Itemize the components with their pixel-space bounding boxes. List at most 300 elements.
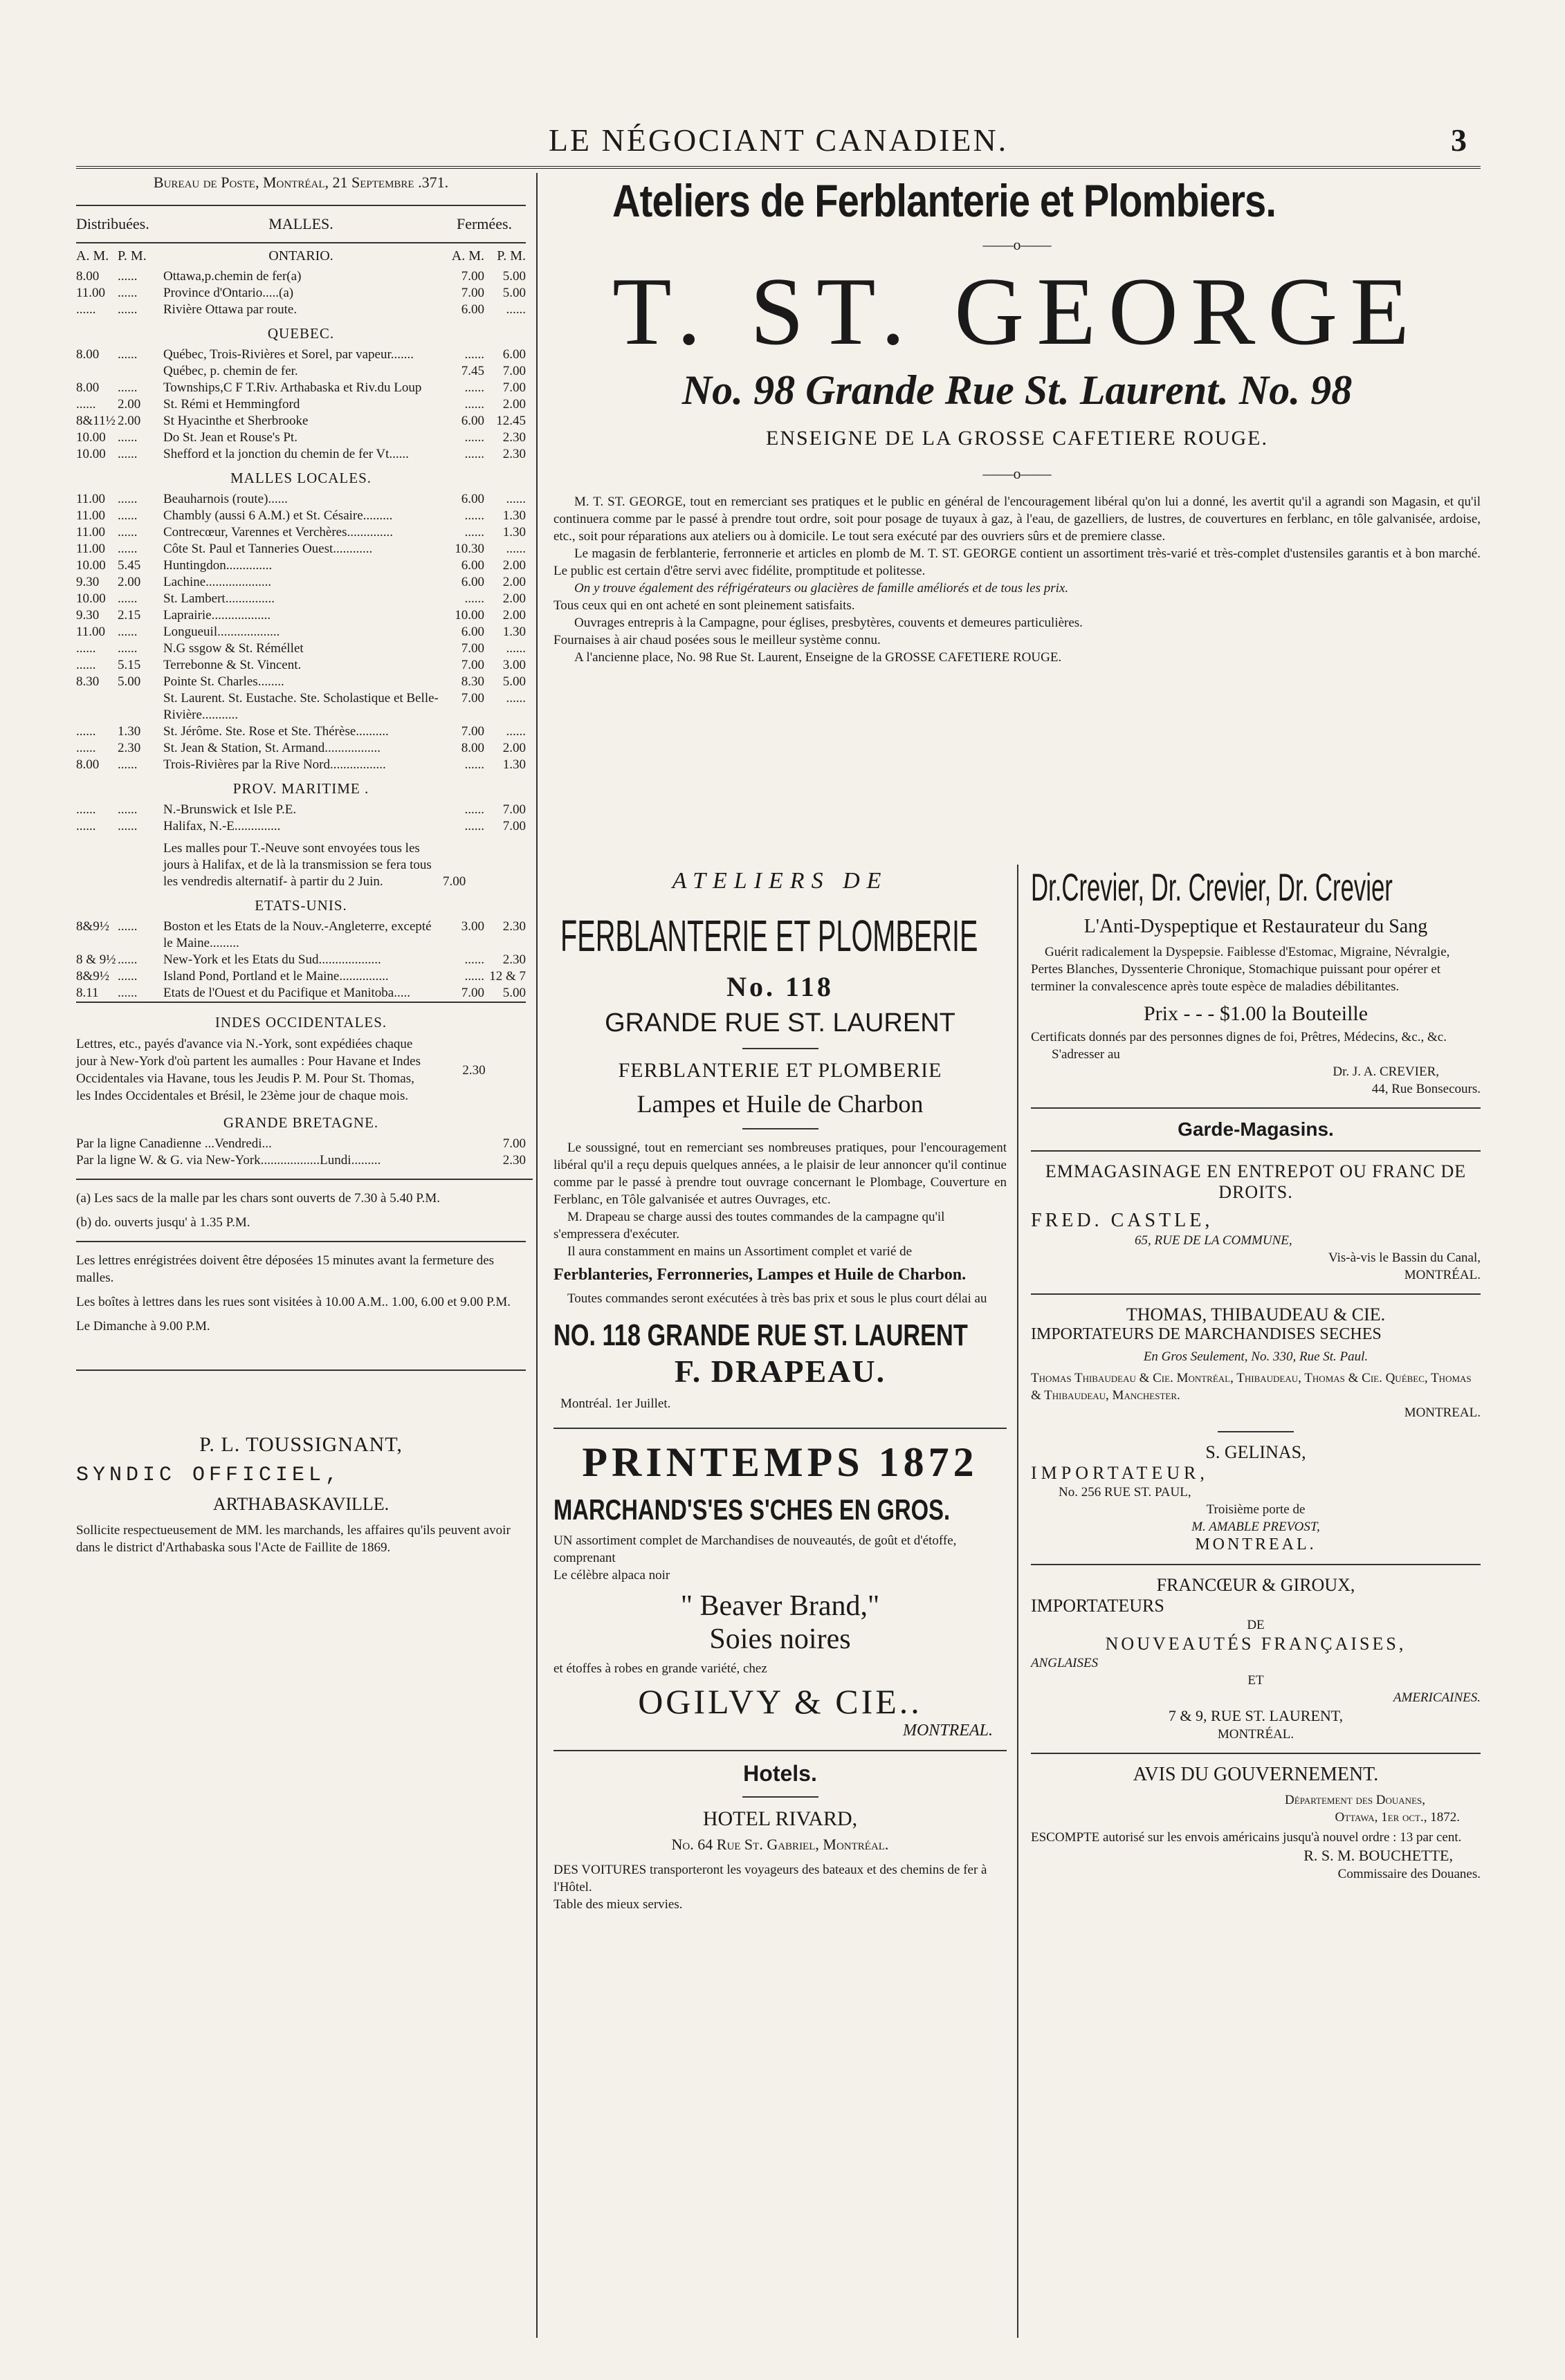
mail-distrib-am: 11.00 bbox=[76, 286, 106, 300]
section-local: MALLES LOCALES. bbox=[230, 470, 372, 486]
mail-distrib-am bbox=[76, 690, 118, 723]
mail-close-am: 6.00 bbox=[461, 575, 484, 589]
mail-close-am: ...... bbox=[464, 757, 484, 772]
divider bbox=[1031, 1753, 1481, 1754]
mail-close-pm: ...... bbox=[506, 492, 526, 506]
mail-distrib-pm: ...... bbox=[118, 757, 138, 772]
mail-route: Do St. Jean et Rouse's Pt. bbox=[163, 430, 298, 445]
masthead bbox=[76, 118, 1481, 169]
drapeau-name: F. DRAPEAU. bbox=[674, 1354, 886, 1389]
mail-row bbox=[76, 363, 526, 380]
mail-distrib-pm: ...... bbox=[118, 380, 138, 395]
mail-distrib-pm: ...... bbox=[118, 302, 138, 317]
st-george-body-6: Fournaises à air chaud posées sous le meilleur système connu. bbox=[553, 633, 881, 647]
gb-rows bbox=[76, 1136, 526, 1169]
mail-distrib-pm bbox=[118, 363, 159, 380]
mail-route: New-York et les Etats du Sud................... bbox=[163, 952, 381, 967]
gb-row bbox=[76, 1136, 526, 1152]
mail-row bbox=[76, 541, 526, 557]
garde-name: FRED. CASTLE, bbox=[1031, 1210, 1214, 1231]
divider bbox=[742, 1796, 818, 1798]
mail-row bbox=[76, 985, 526, 1002]
mail-close-am: 8.00 bbox=[461, 741, 484, 755]
crevier-addr-label: S'adresser au bbox=[1052, 1047, 1120, 1062]
garde-addr: 65, RUE DE LA COMMUNE, bbox=[1135, 1233, 1292, 1248]
mail-close-pm: ...... bbox=[506, 724, 526, 739]
mail-route: Townships,C F T.Riv. Arthabaska et Riv.du Loup bbox=[163, 380, 422, 395]
mail-row bbox=[76, 268, 526, 285]
mail-row bbox=[76, 640, 526, 657]
indes-text: Lettres, etc., payés d'avance via N.-York, sont expédiées chaque jour à New-York d'où partent les aumalles : Pour Havane et Indes Occidentales via Havane, tous les Jeudis P. M. Pour St. Thomas, les Indes Occidentales et Brésil, le 23ème jour de chaque mois. bbox=[76, 1037, 421, 1103]
mail-close-pm: 2.00 bbox=[502, 397, 526, 412]
section-gb: GRANDE BRETAGNE. bbox=[223, 1114, 379, 1131]
mail-row bbox=[76, 591, 526, 607]
divider bbox=[553, 1750, 1007, 1751]
ontario-rows bbox=[76, 268, 526, 318]
mail-close-pm: 2.30 bbox=[502, 447, 526, 461]
mail-close-am: 10.00 bbox=[455, 608, 484, 622]
post-office-column bbox=[76, 173, 526, 1556]
mail-route: Chambly (aussi 6 A.M.) et St. Césaire......... bbox=[163, 508, 393, 523]
mail-route: St. Jérôme. Ste. Rose et Ste. Thérèse.......... bbox=[163, 724, 389, 739]
mail-row bbox=[76, 508, 526, 524]
thibaudeau-addr: En Gros Seulement, No. 330, Rue St. Paul. bbox=[1143, 1349, 1369, 1364]
gelinas-name: S. GELINAS, bbox=[1205, 1442, 1306, 1462]
mail-row bbox=[76, 723, 526, 740]
mail-close-am: 7.00 bbox=[461, 269, 484, 284]
mail-close-pm: ...... bbox=[506, 542, 526, 556]
divider bbox=[742, 1128, 818, 1129]
header-distrib: Distribuées. bbox=[76, 215, 149, 232]
mail-distrib-pm: ...... bbox=[118, 286, 138, 300]
st-george-sign: ENSEIGNE DE LA GROSSE CAFETIERE ROUGE. bbox=[766, 427, 1268, 450]
mail-close-am: ...... bbox=[464, 447, 484, 461]
drapeau-no: No. 118 bbox=[726, 971, 834, 1002]
drapeau-lampes: Lampes et Huile de Charbon bbox=[637, 1090, 924, 1118]
mail-distrib-am: 9.30 bbox=[76, 608, 100, 622]
divider bbox=[76, 1179, 533, 1180]
mail-close-pm: 5.00 bbox=[502, 674, 526, 689]
mail-close-am: ...... bbox=[464, 380, 484, 395]
mail-close-pm: 2.00 bbox=[502, 558, 526, 573]
mail-close-pm: ...... bbox=[506, 641, 526, 656]
mail-distrib-pm: ...... bbox=[118, 969, 138, 984]
mail-row bbox=[76, 574, 526, 591]
mail-distrib-am: ...... bbox=[76, 741, 96, 755]
mail-close-pm: 2.30 bbox=[502, 952, 526, 967]
mail-distrib-am: 8.00 bbox=[76, 347, 100, 362]
indes-block bbox=[76, 1035, 526, 1105]
mail-distrib-pm: ...... bbox=[118, 269, 138, 284]
mail-close-pm: 5.00 bbox=[502, 286, 526, 300]
mail-close-pm: 2.00 bbox=[502, 608, 526, 622]
avis-dept: Département des Douanes, bbox=[1285, 1793, 1425, 1807]
mail-close-am: ...... bbox=[464, 430, 484, 445]
mail-route: St. Jean & Station, St. Armand................. bbox=[163, 741, 381, 755]
separator: ——o—— bbox=[982, 236, 1052, 253]
drapeau-body-4: Toutes commandes seront exécutées à très bas prix et sous le plus court délai au bbox=[567, 1291, 987, 1306]
garde-addr2: Vis-à-vis le Bassin du Canal, bbox=[1328, 1251, 1481, 1265]
drapeau-title: FERBLANTERIE ET PLOMBERIE bbox=[560, 911, 978, 961]
mail-row bbox=[76, 674, 526, 690]
mail-close-pm: 2.00 bbox=[502, 741, 526, 755]
drapeau-body-1: Le soussigné, tout en remerciant ses nombreuses pratiques, pour l'encouragement libéral qu'il a reçu depuis quelques années, a le plaisir de leur annoncer qu'il continue comme par le passé à prendre tout ouvrage concernant le Plombage, Couverture en Ferblanc, en Tôle galvanisée et autres Ouvrages, etc. bbox=[553, 1141, 1007, 1207]
mail-distrib-pm: ...... bbox=[118, 492, 138, 506]
mail-close-pm: 7.00 bbox=[502, 802, 526, 817]
mail-distrib-am: 8.00 bbox=[76, 269, 100, 284]
francoeur-city: MONTRÉAL. bbox=[1217, 1727, 1294, 1742]
mail-route: Pointe St. Charles........ bbox=[163, 674, 284, 689]
mail-close-am: ...... bbox=[464, 969, 484, 984]
maritime-rows bbox=[76, 802, 526, 835]
mail-row bbox=[76, 818, 526, 835]
crevier-street: 44, Rue Bonsecours. bbox=[1371, 1082, 1481, 1096]
mail-row bbox=[76, 557, 526, 574]
mail-distrib-pm: ...... bbox=[118, 525, 138, 539]
mail-close-pm: 5.00 bbox=[502, 269, 526, 284]
mail-distrib-pm: 2.00 bbox=[118, 575, 141, 589]
printemps-title: PRINTEMPS 1872 bbox=[582, 1439, 978, 1485]
thibaudeau-name: THOMAS, THIBAUDEAU & CIE. bbox=[1126, 1304, 1386, 1325]
mail-close-pm: 1.30 bbox=[502, 508, 526, 523]
post-para-3: Le Dimanche à 9.00 P.M. bbox=[76, 1319, 210, 1334]
mail-row bbox=[76, 413, 526, 430]
castle-ad bbox=[1031, 1161, 1481, 1284]
maritime-note-time: 7.00 bbox=[443, 874, 466, 889]
mail-close-am: 7.00 bbox=[461, 691, 484, 705]
mail-distrib-am: 8&9½ bbox=[76, 919, 110, 934]
mail-distrib-pm: ...... bbox=[118, 919, 138, 934]
mail-distrib-pm: ...... bbox=[118, 447, 138, 461]
post-para-2: Les boîtes à lettres dans les rues sont visitées à 10.00 A.M.. 1.00, 6.00 et 9.00 P.M. bbox=[76, 1295, 511, 1309]
avis-ad bbox=[1031, 1764, 1481, 1883]
mail-distrib-pm: ...... bbox=[118, 641, 138, 656]
mail-row bbox=[76, 968, 526, 985]
mail-close-am: 10.30 bbox=[455, 542, 484, 556]
mail-close-pm: 2.00 bbox=[502, 575, 526, 589]
mail-route: Québec, p. chemin de fer. bbox=[163, 364, 298, 378]
francoeur-role: IMPORTATEURS bbox=[1031, 1596, 1164, 1616]
toussignant-name: P. L. TOUSSIGNANT, bbox=[199, 1433, 403, 1456]
avis-sig: R. S. M. BOUCHETTE, bbox=[1303, 1847, 1453, 1864]
drapeau-body-3: Il aura constamment en mains un Assortiment complet et varié de bbox=[567, 1244, 913, 1259]
page-number: 3 bbox=[1451, 122, 1467, 158]
avis-role: Commissaire des Douanes. bbox=[1337, 1867, 1481, 1881]
mail-route: Halifax, N.-E.............. bbox=[163, 819, 281, 833]
mail-close-am: 6.00 bbox=[461, 558, 484, 573]
mail-distrib-am: ...... bbox=[76, 802, 96, 817]
mail-route: Shefford et la jonction du chemin de fer Vt...... bbox=[163, 447, 409, 461]
mail-distrib-pm: ...... bbox=[118, 508, 138, 523]
header-mails: MALLES. bbox=[268, 215, 333, 232]
hotels-title: Hotels. bbox=[743, 1761, 817, 1786]
hotels-tail: Table des mieux servies. bbox=[553, 1897, 683, 1912]
mail-close-pm: 7.00 bbox=[502, 380, 526, 395]
st-george-body-5: Ouvrages entrepris à la Campagne, pour églises, presbytères, couvents et demeures particulières. bbox=[574, 616, 1083, 630]
toussignant-text: Sollicite respectueusement de MM. les marchands, les affaires qu'ils peuvent avoir dans le district d'Arthabaska sous l'Acte de Faillite de 1869. bbox=[76, 1523, 511, 1555]
column-rule-1 bbox=[536, 173, 538, 2338]
post-para-1: Les lettres enrégistrées doivent être déposées 15 minutes avant la fermeture des malles. bbox=[76, 1253, 495, 1285]
avis-text: ESCOMPTE autorisé sur les envois américains jusqu'à nouvel ordre : 13 par cent. bbox=[1031, 1830, 1462, 1845]
st-george-body-2: Le magasin de ferblanterie, ferronnerie et articles en plomb de M. T. ST. GEORGE contient un assortiment très-varié et très-complet d'ustensiles garantis et à bon marché. Le public est certain d'être servi avec fidélite, promptitude et politesse. bbox=[553, 546, 1481, 578]
mail-distrib-pm: ...... bbox=[118, 430, 138, 445]
mail-route: Terrebonne & St. Vincent. bbox=[163, 658, 302, 672]
hotels-ad bbox=[553, 1761, 1007, 1913]
gb-time: 7.00 bbox=[502, 1136, 526, 1151]
mail-route: St. Rémi et Hemmingford bbox=[163, 397, 300, 412]
mail-table bbox=[76, 205, 526, 1003]
mail-close-am: ...... bbox=[464, 525, 484, 539]
mail-close-am: 7.00 bbox=[461, 658, 484, 672]
gelinas-addr: No. 256 RUE ST. PAUL, bbox=[1059, 1485, 1191, 1500]
post-office-line: Bureau de Poste, Montréal, 21 Septembre .371. bbox=[153, 174, 449, 191]
gelinas-city: MONTREAL. bbox=[1195, 1535, 1317, 1553]
mail-distrib-pm bbox=[118, 690, 159, 723]
printemps-line2: Le célèbre alpaca noir bbox=[553, 1568, 670, 1583]
note-b: (b) do. ouverts jusqu' à 1.35 P.M. bbox=[76, 1215, 250, 1230]
st-george-headline: Ateliers de Ferblanterie et Plombiers. bbox=[612, 175, 1276, 226]
printemps-body: UN assortiment complet de Marchandises de nouveautés, de goût et d'étoffe, comprenant bbox=[553, 1533, 957, 1565]
crevier-head: Dr.Crevier, Dr. Crevier, Dr. Crevier bbox=[1031, 865, 1393, 909]
maritime-note: Les malles pour T.-Neuve sont envoyées tous les jours à Halifax, et de là la transmission se fera tous les vendredis alternatif- à partir du 2 Juin. bbox=[163, 841, 432, 889]
toussignant-ad bbox=[76, 1433, 526, 1556]
mail-close-am: 6.00 bbox=[461, 302, 484, 317]
mail-route: Huntingdon.............. bbox=[163, 558, 273, 573]
mail-distrib-am bbox=[76, 363, 118, 380]
sub-pm: P. M. bbox=[118, 248, 147, 264]
mail-distrib-pm: ...... bbox=[118, 986, 138, 1000]
mail-route: Côte St. Paul et Tanneries Ouest............ bbox=[163, 542, 373, 556]
mail-distrib-pm: 2.00 bbox=[118, 397, 141, 412]
mail-distrib-am: 8&9½ bbox=[76, 969, 110, 984]
mail-close-pm: 3.00 bbox=[502, 658, 526, 672]
mail-close-pm: 2.00 bbox=[502, 591, 526, 606]
mail-row bbox=[76, 430, 526, 446]
mail-close-am: 3.00 bbox=[461, 919, 484, 934]
mail-close-pm: 2.30 bbox=[502, 919, 526, 934]
divider bbox=[76, 1369, 526, 1371]
mail-row bbox=[76, 380, 526, 396]
mail-close-am: ...... bbox=[464, 819, 484, 833]
mail-route: Laprairie.................. bbox=[163, 608, 271, 622]
mail-distrib-am: 8 & 9½ bbox=[76, 952, 116, 967]
mail-distrib-am: 11.00 bbox=[76, 542, 106, 556]
mail-distrib-am: 9.30 bbox=[76, 575, 100, 589]
mail-close-am: 7.45 bbox=[461, 364, 484, 378]
mail-close-pm: ...... bbox=[506, 302, 526, 317]
mail-close-pm: 7.00 bbox=[502, 364, 526, 378]
drapeau-body-2: M. Drapeau se charge aussi des toutes commandes de la campagne qu'il s'empressera d'exécuter. bbox=[553, 1210, 945, 1242]
mail-row bbox=[76, 657, 526, 674]
separator: ——o—— bbox=[982, 465, 1052, 482]
crevier-price: Prix - - - $1.00 la Bouteille bbox=[1143, 1002, 1369, 1025]
divider bbox=[1031, 1107, 1481, 1109]
mail-route: St. Laurent. St. Eustache. Ste. Scholastique et Belle-Rivière........... bbox=[163, 691, 439, 722]
mail-close-pm: 2.30 bbox=[502, 430, 526, 445]
mail-distrib-am: ...... bbox=[76, 302, 96, 317]
mail-row bbox=[76, 740, 526, 757]
divider bbox=[1031, 1564, 1481, 1565]
mail-route: Boston et les Etats de la Nouv.-Angleterre, excepté le Maine......... bbox=[163, 919, 432, 950]
drapeau-ateliers: ATELIERS DE bbox=[672, 868, 888, 894]
section-indes: INDES OCCIDENTALES. bbox=[214, 1014, 387, 1031]
hotels-name: HOTEL RIVARD, bbox=[702, 1807, 858, 1830]
mail-close-am: 6.00 bbox=[461, 492, 484, 506]
divider bbox=[1031, 1150, 1481, 1152]
local-rows bbox=[76, 491, 526, 773]
crevier-body: Guérit radicalement la Dyspepsie. Faiblesse d'Estomac, Migraine, Névralgie, Pertes Blanches, Dyssenterie Chronique, Stomachique puissant pour opérer et terminer la convalescence après toute espèce de maladies débilitantes. bbox=[1031, 945, 1450, 994]
mail-distrib-pm: 2.15 bbox=[118, 608, 141, 622]
gelinas-door: Troisième porte de bbox=[1206, 1502, 1306, 1517]
mail-distrib-am: 8&11½ bbox=[76, 414, 116, 428]
mail-table-header bbox=[76, 206, 526, 243]
francoeur-ad bbox=[1031, 1575, 1481, 1743]
mail-route: Rivière Ottawa par route. bbox=[163, 302, 298, 317]
section-maritime: PROV. MARITIME . bbox=[232, 780, 369, 797]
sub-am: A. M. bbox=[76, 248, 109, 264]
mail-distrib-pm: ...... bbox=[118, 952, 138, 967]
gelinas-role: IMPORTATEUR, bbox=[1031, 1463, 1209, 1483]
mail-close-am: 6.00 bbox=[461, 625, 484, 639]
mail-close-am: ...... bbox=[464, 591, 484, 606]
mail-route: Longueuil................... bbox=[163, 625, 280, 639]
middle-column bbox=[553, 868, 1007, 1913]
mail-distrib-pm: ...... bbox=[118, 819, 138, 833]
mail-distrib-am: 8.30 bbox=[76, 674, 100, 689]
mail-close-am: 6.00 bbox=[461, 414, 484, 428]
mail-close-pm: 7.00 bbox=[502, 819, 526, 833]
mail-row bbox=[76, 919, 526, 952]
mail-route: N.-Brunswick et Isle P.E. bbox=[163, 802, 297, 817]
mail-close-pm: 6.00 bbox=[502, 347, 526, 362]
divider bbox=[1218, 1431, 1294, 1432]
st-george-body-3: On y trouve également des réfrigérateurs ou glacières de famille améliorés et de tous les prix. bbox=[574, 581, 1069, 596]
francoeur-name: FRANCŒUR & GIROUX, bbox=[1156, 1575, 1355, 1595]
mail-row bbox=[76, 302, 526, 318]
mail-route: Island Pond, Portland et le Maine............... bbox=[163, 969, 389, 984]
crevier-sub: L'Anti-Dyspeptique et Restaurateur du Sang bbox=[1083, 916, 1428, 937]
st-george-body-1: M. T. ST. GEORGE, tout en remerciant ses pratiques et le public en général de l'encouragement libéral qu'on lui a donné, les avertit qu'il a agrandi son Magasin, et qu'il continuera comme par le passé à prendre tout ordre, soit pour posage de tuyaux à gaz, à l'eau, de gazelliers, de lustres, de couvertures en ferblanc, en tôle galvanisée, ardoise, etc., soit pour réparations aux ateliers ou à domicile. Le tout sera exécuté par des ouvriers sûrs et de premiere classe. bbox=[553, 495, 1481, 544]
sub-am-2: A. M. bbox=[451, 248, 484, 264]
mail-distrib-am: 10.00 bbox=[76, 558, 106, 573]
mail-close-am: ...... bbox=[464, 347, 484, 362]
mail-route: Lachine.................... bbox=[163, 575, 272, 589]
mail-close-am: 8.30 bbox=[461, 674, 484, 689]
gb-row bbox=[76, 1152, 526, 1169]
drapeau-bold-line: Ferblanteries, Ferronneries, Lampes et Huile de Charbon. bbox=[553, 1266, 967, 1284]
mail-close-pm: 1.30 bbox=[502, 525, 526, 539]
mail-close-pm: 1.30 bbox=[502, 625, 526, 639]
hotels-text: DES VOITURES transporteront les voyageurs des bateaux et des chemins de fer à l'Hôtel. bbox=[553, 1863, 987, 1894]
section-usa: ETATS-UNIS. bbox=[255, 897, 347, 914]
drapeau-street: GRANDE RUE ST. LAURENT bbox=[605, 1008, 955, 1037]
printemps-name: OGILVY & CIE.. bbox=[638, 1682, 922, 1721]
mail-row bbox=[76, 757, 526, 773]
mail-close-pm: 1.30 bbox=[502, 757, 526, 772]
mail-distrib-am: 11.00 bbox=[76, 492, 106, 506]
column-rule-2 bbox=[1017, 865, 1018, 2338]
indes-time: 2.30 bbox=[462, 1062, 486, 1078]
drapeau-date: Montréal. 1er Juillet. bbox=[560, 1396, 671, 1411]
section-ontario: ONTARIO. bbox=[268, 248, 333, 264]
mail-close-am: 7.00 bbox=[461, 986, 484, 1000]
st-george-name: T. ST. GEORGE bbox=[612, 258, 1422, 365]
garde-title: Garde-Magasins. bbox=[1178, 1118, 1334, 1140]
mail-close-pm: ...... bbox=[506, 691, 526, 705]
mail-close-am: ...... bbox=[464, 508, 484, 523]
mail-distrib-pm: ...... bbox=[118, 591, 138, 606]
mail-distrib-pm: ...... bbox=[118, 625, 138, 639]
mail-distrib-am: 11.00 bbox=[76, 525, 106, 539]
mail-distrib-am: ...... bbox=[76, 658, 96, 672]
thibaudeau-city: MONTREAL. bbox=[1404, 1405, 1481, 1420]
thibaudeau-firms: Thomas Thibaudeau & Cie. Montréal, Thibaudeau, Thomas & Cie. Québec, Thomas & Thibaudeau, Manchester. bbox=[1031, 1371, 1472, 1403]
note-a: (a) Les sacs de la malle par les chars sont ouverts de 7.30 à 5.40 P.M. bbox=[76, 1191, 441, 1206]
mail-close-am: 7.00 bbox=[461, 286, 484, 300]
francoeur-am: AMERICAINES. bbox=[1393, 1690, 1481, 1705]
francoeur-ang: ANGLAISES bbox=[1031, 1656, 1099, 1670]
quebec-rows bbox=[76, 347, 526, 463]
thibaudeau-ad bbox=[1031, 1304, 1481, 1421]
drapeau-addr: NO. 118 GRANDE RUE ST. LAURENT bbox=[553, 1318, 968, 1352]
gb-time: 2.30 bbox=[502, 1153, 526, 1168]
mail-distrib-am: 8.00 bbox=[76, 757, 100, 772]
mail-distrib-am: 8.00 bbox=[76, 380, 100, 395]
mail-close-pm: 12.45 bbox=[496, 414, 526, 428]
st-george-body-7: A l'ancienne place, No. 98 Rue St. Laurent, Enseigne de la GROSSE CAFETIERE ROUGE. bbox=[574, 650, 1062, 665]
usa-rows bbox=[76, 919, 526, 1002]
maritime-note-row bbox=[76, 840, 526, 890]
mail-close-am: ...... bbox=[464, 802, 484, 817]
mail-distrib-pm: 1.30 bbox=[118, 724, 141, 739]
st-george-body-4: Tous ceux qui en ont acheté en sont pleinement satisfaits. bbox=[553, 598, 855, 613]
st-george-ad bbox=[553, 173, 1481, 666]
francoeur-et: ET bbox=[1247, 1673, 1264, 1688]
printemps-ad bbox=[553, 1439, 1007, 1740]
drapeau-ad bbox=[553, 868, 1007, 1412]
mail-row bbox=[76, 446, 526, 463]
mail-row bbox=[76, 524, 526, 541]
mail-distrib-pm: 2.00 bbox=[118, 414, 141, 428]
mail-distrib-pm: 5.15 bbox=[118, 658, 141, 672]
mail-close-am: ...... bbox=[464, 952, 484, 967]
right-column bbox=[1031, 865, 1481, 1883]
printemps-sub: MARCHAND'S'ES S'CHES EN GROS. bbox=[553, 1493, 951, 1526]
crevier-ad bbox=[1031, 865, 1481, 1098]
divider bbox=[742, 1048, 818, 1049]
printemps-soies: Soies noires bbox=[709, 1623, 851, 1655]
mail-distrib-am: ...... bbox=[76, 397, 96, 412]
mail-row bbox=[76, 347, 526, 363]
mail-route: Contrecœur, Varennes et Verchères.............. bbox=[163, 525, 393, 539]
mail-row bbox=[76, 607, 526, 624]
mail-row bbox=[76, 624, 526, 640]
mail-row bbox=[76, 396, 526, 413]
mail-distrib-am: 10.00 bbox=[76, 591, 106, 606]
avis-date: Ottawa, 1er oct., 1872. bbox=[1335, 1810, 1460, 1825]
gelinas-ref: M. AMABLE PREVOST, bbox=[1191, 1520, 1320, 1534]
mail-distrib-am: ...... bbox=[76, 641, 96, 656]
crevier-doc: Dr. J. A. CREVIER, bbox=[1333, 1064, 1439, 1079]
mail-distrib-am: 10.00 bbox=[76, 447, 106, 461]
mail-row bbox=[76, 491, 526, 508]
section-quebec: QUEBEC. bbox=[267, 325, 335, 342]
thibaudeau-role: IMPORTATEURS DE MARCHANDISES SECHES bbox=[1031, 1325, 1382, 1343]
st-george-address: No. 98 Grande Rue St. Laurent. No. 98 bbox=[681, 367, 1353, 413]
toussignant-town: ARTHABASKAVILLE. bbox=[212, 1494, 390, 1514]
mail-subheader bbox=[76, 248, 526, 264]
printemps-city: MONTREAL. bbox=[902, 1722, 993, 1740]
